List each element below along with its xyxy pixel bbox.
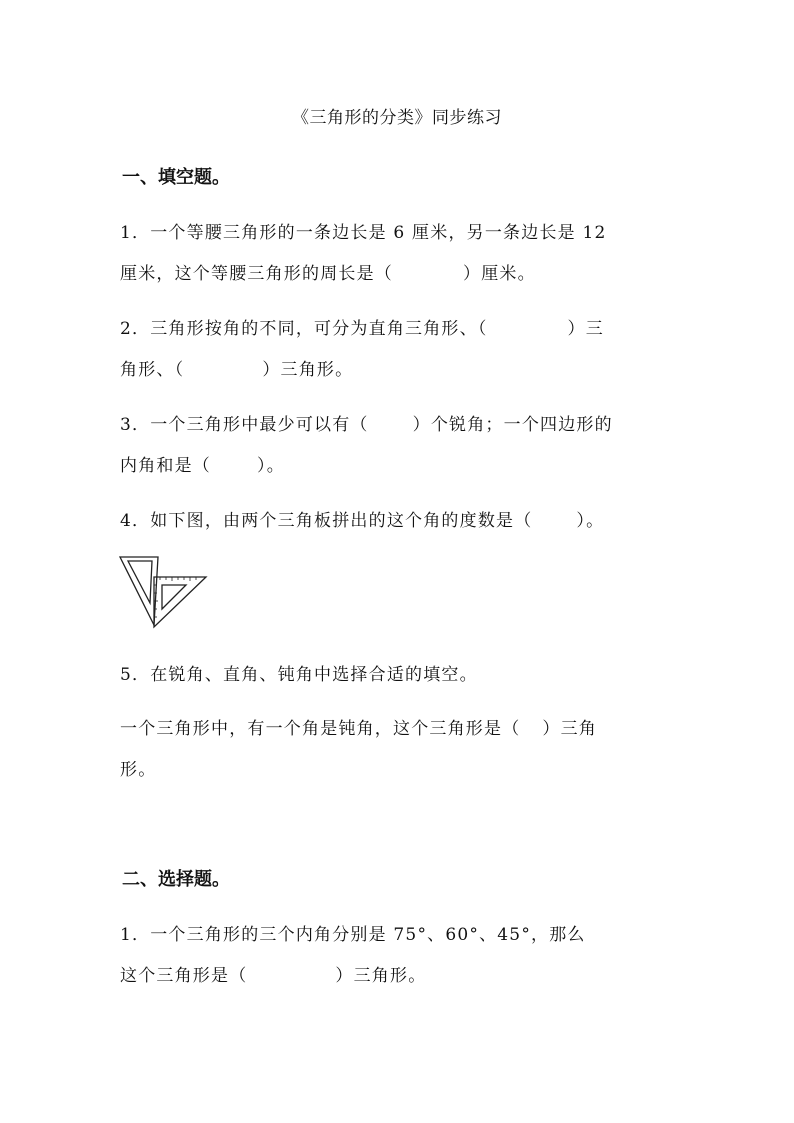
choice-question-1-line-1: 1．一个三角形的三个内角分别是 75°、60°、45°，那么 xyxy=(120,925,586,945)
question-2-text-a: 2．三角形按角的不同，可分为直角三角形、（ xyxy=(120,319,488,339)
question-5-line-1 xyxy=(120,714,597,739)
question-1-line-2 xyxy=(120,259,536,284)
question-5-line-2: 形。 xyxy=(120,760,157,780)
question-5-text-a: 一个三角形中，有一个角是钝角，这个三角形是（ xyxy=(120,719,521,739)
question-3-text-a: 3．一个三角形中最少可以有（ xyxy=(120,415,369,435)
section-heading-multiple-choice: 二、选择题。 xyxy=(122,869,230,890)
question-2-text-d: ）三角形。 xyxy=(262,360,354,380)
question-3-line-1 xyxy=(120,410,613,435)
question-2-line-1 xyxy=(120,314,604,339)
question-2-line-2 xyxy=(120,355,353,380)
question-1-text-a: 厘米，这个等腰三角形的周长是（ xyxy=(120,264,393,284)
question-4-line-1 xyxy=(120,506,604,531)
right-set-square-inner xyxy=(162,585,186,609)
choice-question-1-line-2 xyxy=(120,961,426,986)
question-5-text-b: ）三角 xyxy=(542,719,598,739)
question-5-intro: 5．在锐角、直角、钝角中选择合适的填空。 xyxy=(120,665,478,685)
question-1-text-b: ）厘米。 xyxy=(463,264,536,284)
question-4-text-a: 4．如下图，由两个三角板拼出的这个角的度数是（ xyxy=(120,511,533,531)
question-3-text-c: 内角和是（ xyxy=(120,456,211,476)
question-4-text-b: ）。 xyxy=(576,511,605,531)
question-3-text-d: ）。 xyxy=(257,456,285,476)
question-2-text-c: 角形、（ xyxy=(120,360,185,380)
page-title: 《三角形的分类》同步练习 xyxy=(292,108,502,128)
question-3-text-b: ）个锐角；一个四边形的 xyxy=(412,415,613,435)
section-heading-fill-in: 一、填空题。 xyxy=(122,167,230,188)
choice-question-1-text-a: 这个三角形是（ xyxy=(120,966,248,986)
choice-question-1-text-b: ）三角形。 xyxy=(335,966,427,986)
question-1-line-1: 1．一个等腰三角形的一条边长是 6 厘米，另一条边长是 12 xyxy=(120,223,607,243)
question-2-text-b: ）三 xyxy=(567,319,604,339)
set-square-figure-icon xyxy=(118,555,210,629)
question-3-line-2 xyxy=(120,451,285,476)
